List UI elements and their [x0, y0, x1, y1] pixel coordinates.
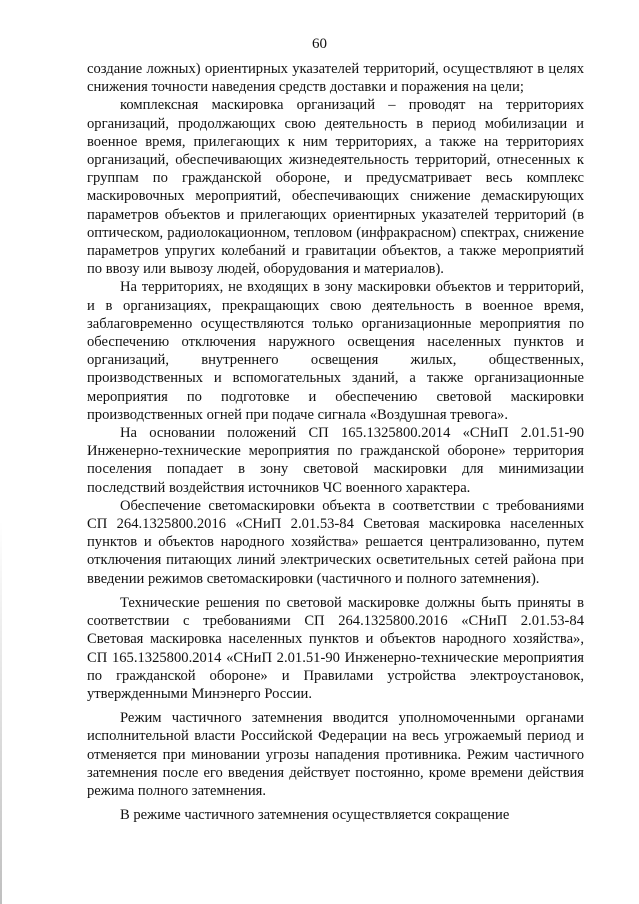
paragraph-8: В режиме частичного затемнения осуществляется сокращение [120, 807, 510, 824]
paragraph-2: комплексная маскировка организаций – проводят на территориях организаций, продолжающих свою деятельность в период мобилизации и военное время, прилегающих к ним территориях, а также на территориях организаций, обеспечивающих жизнедеятельность территорий, отнесенных к группам по гражданской обороне, и предусматривает весь комплекс маскировочных мероприятий, обеспечивающих снижение демаскирующих параметров объектов и прилегающих ориентирных указателей территорий (в оптическом, радиолокационном, тепловом (инфракрасном) спектрах, снижение параметров упругих колебаний и гравитации объектов, а также мероприятий по ввозу или вывозу людей, оборудования и материалов). [87, 97, 584, 278]
scan-shadow [0, 520, 2, 904]
paragraph-7: Режим частичного затемнения вводится уполномоченными органами исполнительной власти Российской Федерации на весь угрожаемый период и отменяется при миновании угрозы нападения противника. Режим частичного затемнения после его введения действует постоянно, кроме времени действия режима полного затемнения. [87, 710, 584, 799]
paragraph-4: На основании положений СП 165.1325800.2014 «СНиП 2.01.51-90 Инженерно-технические мероприятия по гражданской обороне» территория поселения попадает в зону световой маскировки для минимизации последствий воздействия источников ЧС военного характера. [87, 425, 584, 496]
paragraph-6: Технические решения по световой маскировке должны быть приняты в соответствии с требованиями СП 264.1325800.2016 «СНиП 2.01.53-84 Световая маскировка населенных пунктов и объектов народного хозяйства», СП 165.1325800.2014 «СНиП 2.01.51-90 Инженерно-технические мероприятия по гражданской обороне» и Правилами устройства электроустановок, утвержденными Минэнерго России. [87, 594, 584, 702]
body-text [87, 60, 584, 824]
paragraph-3: На территориях, не входящих в зону маскировки объектов и территорий, и в организациях, прекращающих свою деятельность в военное время, заблаговременно осуществляются только организационные мероприятия по обеспечению отключения наружного освещения населенных пунктов и организаций, внутреннего освещения жилых, общественных, производственных и вспомогательных зданий, а также организационные мероприятия по подготовке и обеспечению световой маскировки производственных огней при подаче сигнала «Воздушная тревога». [87, 279, 584, 423]
page-number: 60 [312, 36, 327, 52]
paragraph-1: создание ложных) ориентирных указателей территорий, осуществляют в целях снижения точности наведения средств доставки и поражения на цели; [87, 61, 584, 96]
paragraph-5: Обеспечение светомаскировки объекта в соответствии с требованиями СП 264.1325800.2016 «СНиП 2.01.53-84 Световая маскировка населенных пунктов и объектов народного хозяйства» решается централизованно, путем отключения питающих линий электрических осветительных сетей района при введении режимов светомаскировки (частичного и полного затемнения). [87, 497, 584, 587]
